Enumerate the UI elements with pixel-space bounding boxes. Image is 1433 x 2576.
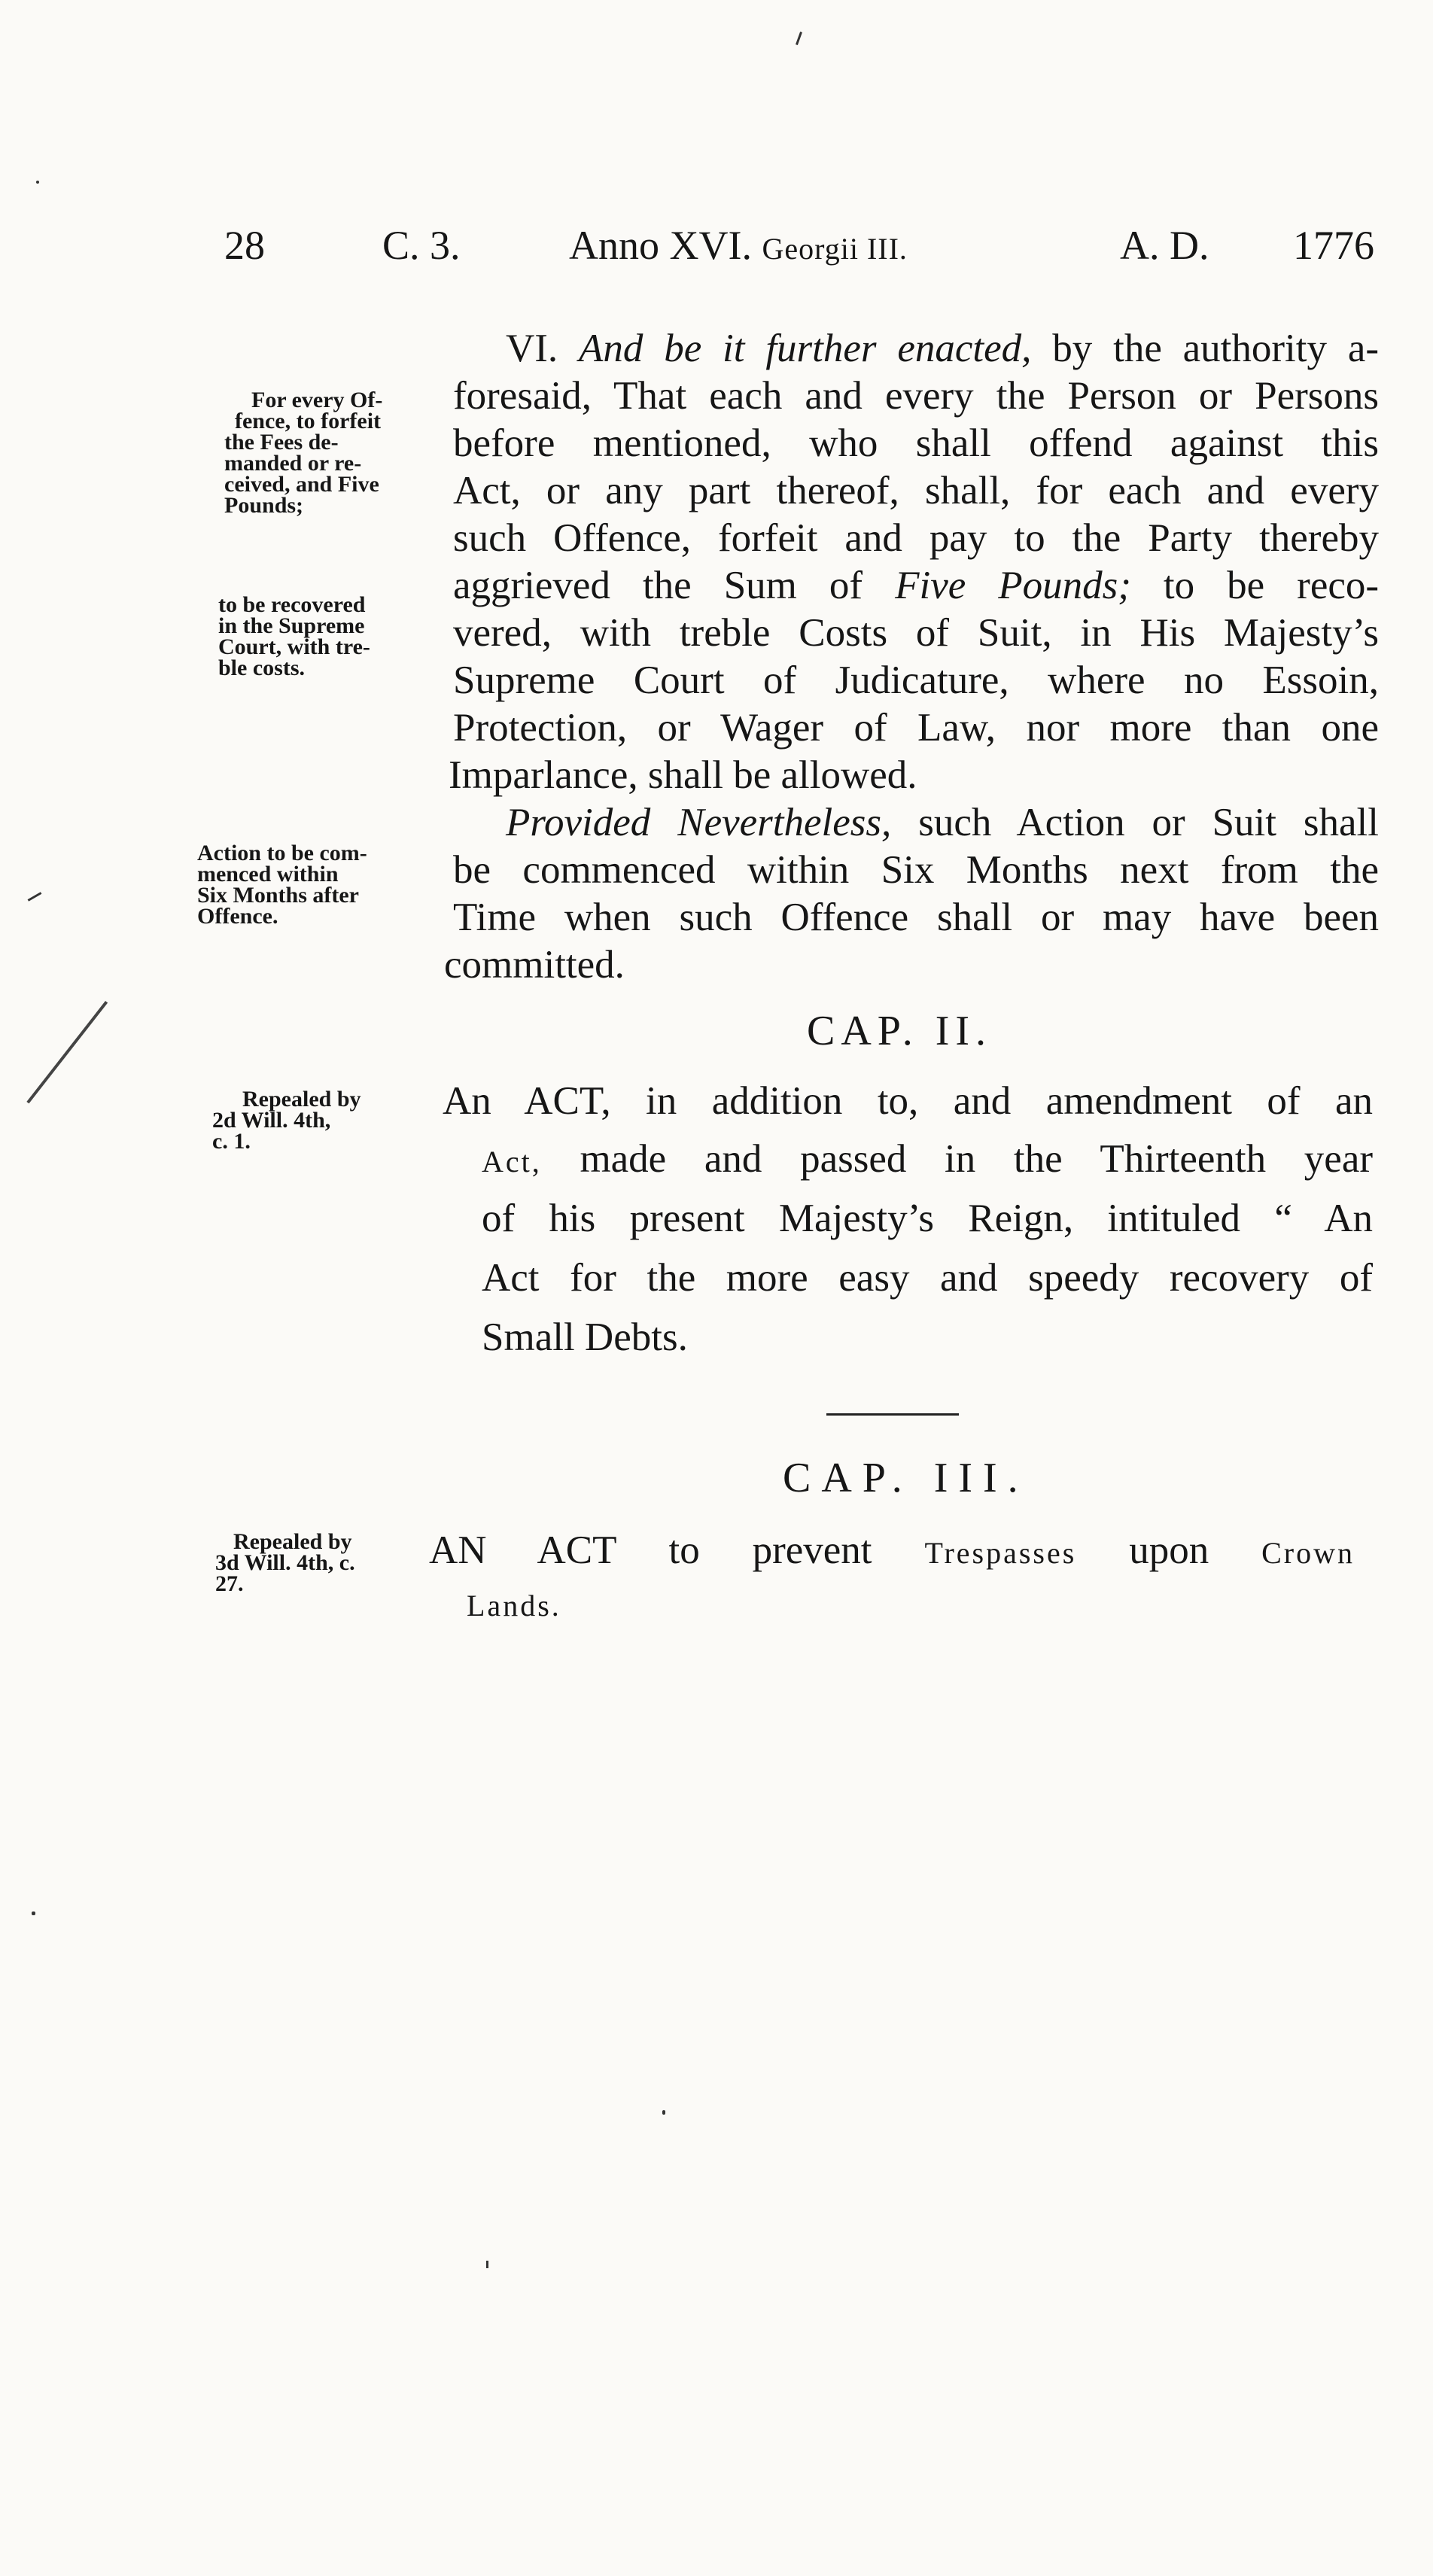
cap-iii-line-2 xyxy=(467,1580,561,1629)
cap-iii-heading: CAP. III. xyxy=(783,1455,1029,1501)
margin-note-line: in the Supreme xyxy=(218,613,365,638)
cap-iii-lands: Lands. xyxy=(467,1589,561,1623)
section-vi-line-5: such Offence, forfeit and pay to the Party thereby xyxy=(453,516,1379,560)
cap-iii-crown: Crown xyxy=(1261,1536,1355,1570)
year: 1776 xyxy=(1293,223,1374,268)
proviso-line-4: committed. xyxy=(444,943,625,987)
section-vi-line-6-a: aggrieved the Sum of xyxy=(453,564,863,607)
cap-iii-line-1-b: upon xyxy=(1129,1528,1209,1572)
margin-note-line: manded or re- xyxy=(224,451,362,476)
margin-note-line: For every Of- xyxy=(251,388,383,412)
section-vi-line-1 xyxy=(506,326,1379,371)
scan-speck xyxy=(486,2261,488,2268)
section-vi-line-6-b: to be reco- xyxy=(1163,564,1380,607)
scan-speck xyxy=(662,2110,665,2115)
section-vi-line-4: Act, or any part thereof, shall, for each and every xyxy=(453,469,1379,512)
section-vi-line-9: Protection, or Wager of Law, nor more than one xyxy=(453,706,1379,750)
scan-speck xyxy=(36,181,39,184)
enacting-phrase: And be it further enacted, xyxy=(579,327,1032,370)
margin-note-line: ceived, and Five xyxy=(224,472,379,497)
margin-note-line: c. 1. xyxy=(212,1129,251,1154)
cap-ii-line-1: An ACT, in addition to, and amendment of an xyxy=(443,1079,1373,1123)
section-vi-line-8: Supreme Court of Judicature, where no Essoin, xyxy=(453,658,1379,702)
margin-note-line: menced within xyxy=(197,862,339,887)
margin-note-line: 2d Will. 4th, xyxy=(212,1108,331,1133)
cap-iii-trespasses: Trespasses xyxy=(924,1536,1077,1570)
regnal-name: Georgii III. xyxy=(762,232,908,266)
cap-iii-line-1 xyxy=(429,1528,1355,1576)
margin-note-line: 27. xyxy=(215,1571,244,1596)
margin-note-recovery xyxy=(218,592,370,680)
scan-speck xyxy=(32,1911,35,1915)
margin-note-line: Pounds; xyxy=(224,493,304,518)
cap-ii-act-word: Act, xyxy=(482,1145,542,1179)
margin-note-line: Repealed by xyxy=(233,1529,352,1554)
margin-note-cap-iii-repealed xyxy=(215,1529,355,1596)
margin-note-cap-ii-repealed xyxy=(212,1087,361,1154)
proviso-line-2: be commenced within Six Months next from the xyxy=(453,848,1379,892)
cap-iii-line-1-a: AN ACT to prevent xyxy=(429,1528,872,1572)
margin-note-forfeit xyxy=(224,388,383,518)
margin-note-line: fence, to forfeit xyxy=(235,409,382,433)
margin-note-line: Six Months after xyxy=(197,883,359,908)
proviso-phrase: Provided Nevertheless, xyxy=(506,801,892,844)
margin-note-line: Offence. xyxy=(197,904,278,929)
margin-note-line: the Fees de- xyxy=(224,430,339,455)
margin-note-line: ble costs. xyxy=(218,655,305,680)
margin-note-limitation xyxy=(197,843,367,927)
regnal-year xyxy=(569,223,908,272)
section-vi-line-7: vered, with treble Costs of Suit, in His Majesty’s xyxy=(453,611,1379,655)
section-vi-line-1-rest: by the authority a- xyxy=(1052,327,1380,370)
margin-note-line: 3d Will. 4th, c. xyxy=(215,1550,355,1575)
scan-speck xyxy=(28,892,42,902)
cap-ii-line-2-rest: made and passed in the Thirteenth year xyxy=(580,1137,1373,1181)
chapter-reference: C. 3. xyxy=(382,223,461,268)
anno-domini: A. D. xyxy=(1120,223,1209,268)
section-divider-rule xyxy=(826,1413,959,1416)
pen-stroke-mark xyxy=(26,1001,108,1103)
anno-label: Anno XVI. xyxy=(569,223,752,268)
page-number: 28 xyxy=(224,223,265,268)
section-vi-line-3: before mentioned, who shall offend against this xyxy=(453,421,1379,465)
proviso-line-1 xyxy=(506,800,1379,845)
cap-ii-line-4: Act for the more easy and speedy recovery of xyxy=(482,1256,1373,1300)
penalty-amount: Five Pounds; xyxy=(895,564,1131,607)
margin-note-line: Action to be com- xyxy=(197,841,367,865)
section-vi-line-10: Imparlance, shall be allowed. xyxy=(449,753,917,797)
cap-ii-line-2 xyxy=(482,1136,1373,1185)
cap-ii-line-5: Small Debts. xyxy=(482,1315,688,1359)
margin-note-line: Repealed by xyxy=(242,1087,361,1112)
section-vi-line-2: foresaid, That each and every the Person or Persons xyxy=(453,374,1379,418)
section-number: VI. xyxy=(506,327,558,370)
cap-ii-line-3: of his present Majesty’s Reign, intituled “ An xyxy=(482,1197,1373,1240)
proviso-line-3: Time when such Offence shall or may have been xyxy=(453,896,1379,939)
section-vi-line-6 xyxy=(453,563,1379,608)
scan-speck xyxy=(796,32,802,45)
cap-ii-heading: CAP. II. xyxy=(807,1008,993,1054)
proviso-line-1-rest: such Action or Suit shall xyxy=(918,801,1380,844)
margin-note-line: to be recovered xyxy=(218,592,366,617)
margin-note-line: Court, with tre- xyxy=(218,634,370,659)
